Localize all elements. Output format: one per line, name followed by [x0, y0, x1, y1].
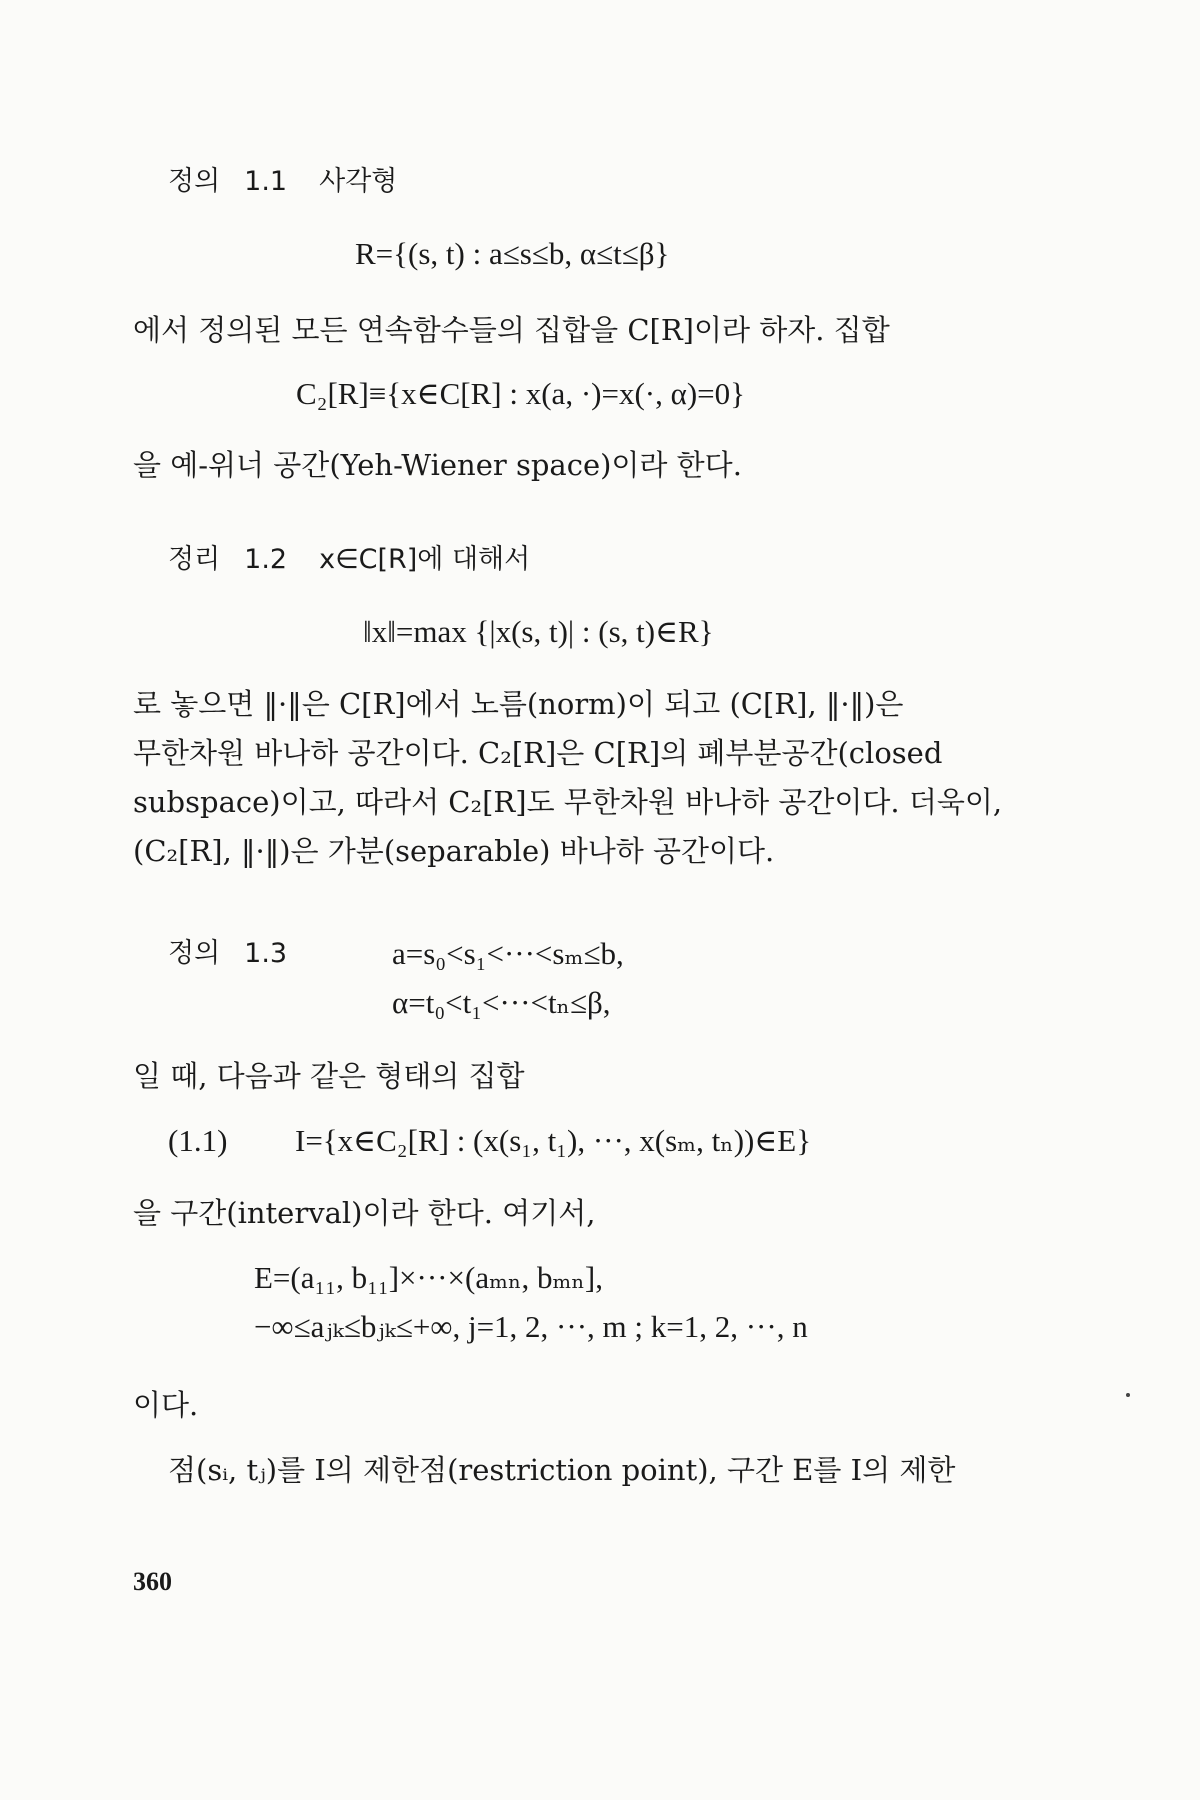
def-1-1-formula2: C₂[R]≡{x∈C[R] : x(a, ·)=x(·, α)=0} [296, 376, 746, 411]
thm-label: 정리 [168, 544, 221, 575]
thm-1-2-formula: ‖x‖=max {|x(s, t)| : (s, t)∈R} [363, 614, 714, 649]
def-1-1-text1: 에서 정의된 모든 연속함수들의 집합을 C[R]이라 하자. 집합 [133, 313, 890, 347]
def-1-3-heading [168, 934, 287, 974]
def-1-3-text2: 을 구간(interval)이라 한다. 여기서, [133, 1196, 596, 1230]
def-1-1-text2: 을 예-위너 공간(Yeh-Wiener space)이라 한다. [133, 448, 742, 482]
speck [1126, 1393, 1130, 1397]
thm-line: 무한차원 바나하 공간이다. C₂[R]은 C[R]의 폐부분공간(closed [133, 736, 943, 770]
def-1-1-heading [168, 162, 397, 202]
thm-1-2-body [133, 680, 1002, 876]
def-number: 1.1 [244, 166, 288, 197]
thm-title: x∈C[R]에 대해서 [319, 544, 531, 575]
def-1-3-text1: 일 때, 다음과 같은 형태의 집합 [133, 1059, 525, 1093]
def-1-3-formula3: E=(a₁₁, b₁₁]×···×(aₘₙ, bₘₙ], [254, 1260, 603, 1295]
def-label: 정의 [168, 938, 221, 969]
thm-line: (C₂[R], ‖·‖)은 가분(separable) 바나하 공간이다. [133, 834, 775, 868]
def-1-3-text4: 점(sᵢ, tⱼ)를 I의 제한점(restriction point), 구간 E를 I의 제한 [168, 1453, 956, 1487]
thm-line: subspace)이고, 따라서 C₂[R]도 무한차원 바나하 공간이다. 더욱이, [133, 785, 1003, 819]
def-1-3-formula2: α=t₀<t₁<···<tₙ≤β, [392, 985, 611, 1020]
thm-line: 로 놓으면 ‖·‖은 C[R]에서 노름(norm)이 되고 (C[R], ‖·‖)은 [133, 687, 904, 721]
thm-1-2-heading [168, 540, 530, 580]
def-label: 정의 [168, 166, 221, 197]
def-number: 1.3 [244, 938, 288, 969]
def-title: 사각형 [319, 166, 398, 197]
thm-number: 1.2 [244, 544, 288, 575]
def-1-1-formula: R={(s, t) : a≤s≤b, α≤t≤β} [355, 236, 670, 271]
equation-number: (1.1) [168, 1123, 228, 1158]
def-1-3-formula1: a=s₀<s₁<···<sₘ≤b, [392, 936, 624, 971]
def-1-3-formula4: −∞≤aⱼₖ≤bⱼₖ≤+∞, j=1, 2, ···, m ; k=1, 2, ···, n [254, 1309, 808, 1344]
equation-1-1: I={x∈C₂[R] : (x(s₁, t₁), ···, x(sₘ, tₙ))∈E} [295, 1123, 812, 1158]
page-number: 360 [133, 1567, 172, 1596]
def-1-3-text3: 이다. [133, 1388, 199, 1422]
